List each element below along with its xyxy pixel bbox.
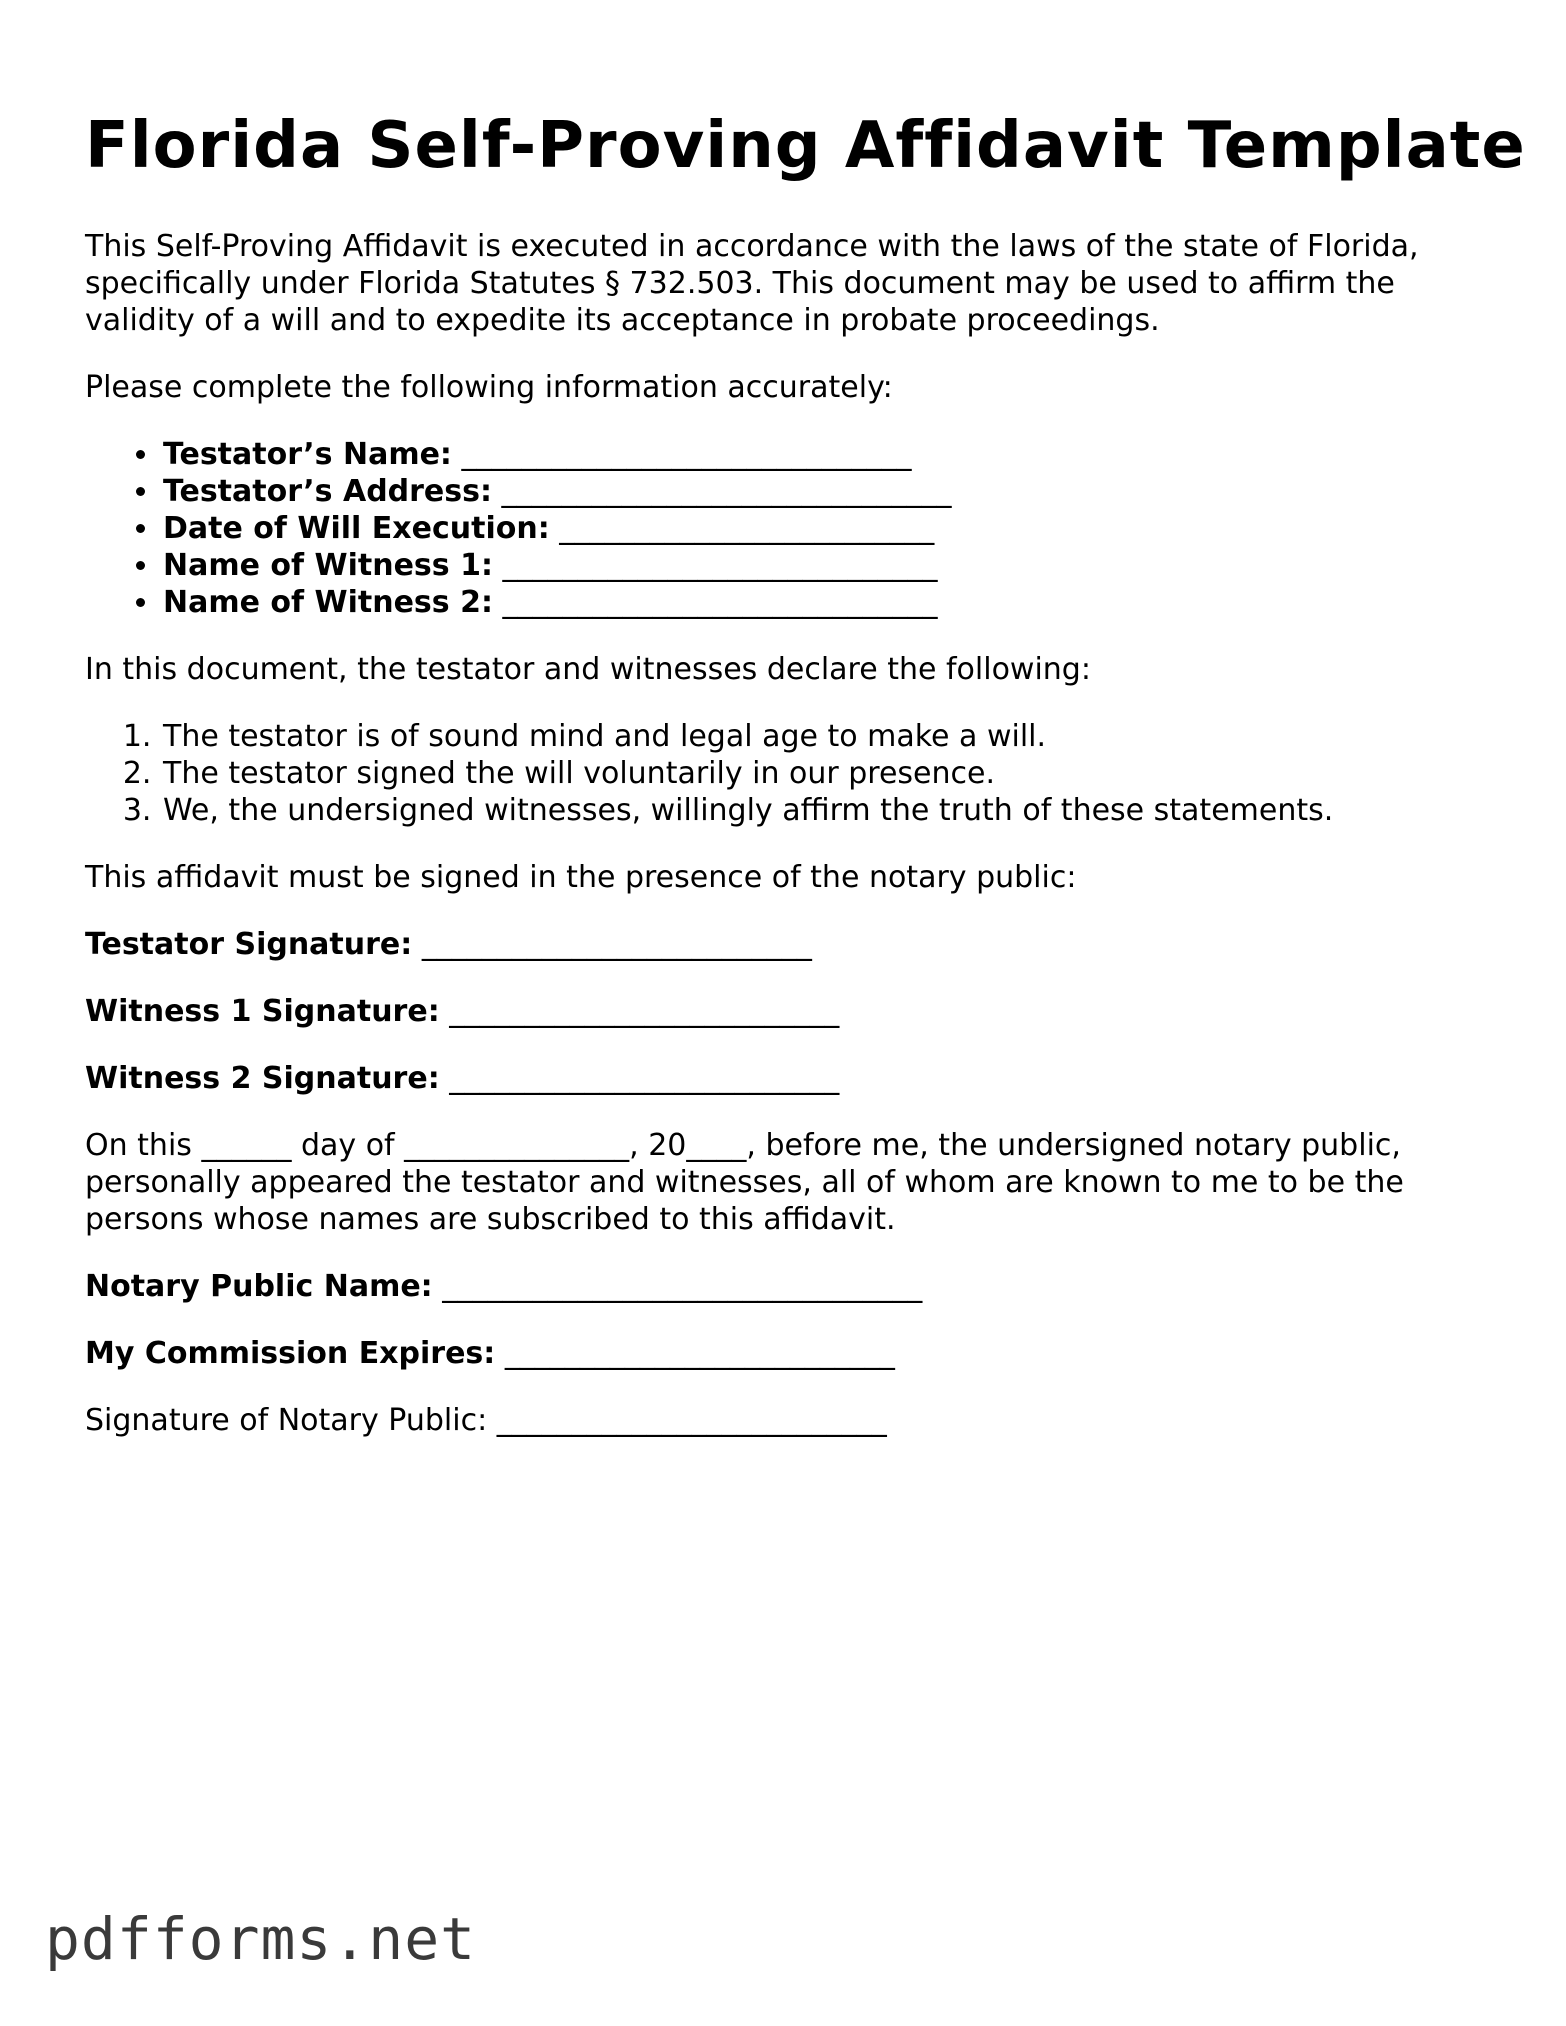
- instruction-text: Please complete the following information accurately:: [85, 369, 893, 405]
- notary-name-blank[interactable]: ________________________________: [442, 1268, 923, 1304]
- info-field-testator-name: [161, 436, 1485, 473]
- notary-statement: On this ______ day of _______________, 20____, before me, the undersigned notary public, personally appeared the testator and witnesses, all of whom are known to me to be the persons whose names are subscribed to this affidavit.: [85, 1127, 1404, 1237]
- field-blank[interactable]: ______________________________: [501, 473, 952, 509]
- field-blank[interactable]: _________________________: [559, 510, 935, 546]
- commission-expires-line: [85, 1335, 1485, 1372]
- notary-signature-line: [85, 1402, 1485, 1439]
- field-blank[interactable]: _____________________________: [502, 547, 938, 583]
- info-field-witness-2: [161, 584, 1485, 621]
- notary-requirement: This affidavit must be signed in the presence of the notary public:: [85, 859, 1077, 895]
- page-title: Florida Self-Proving Affidavit Template: [85, 109, 1526, 183]
- witness-2-signature-line: [85, 1060, 1485, 1097]
- notary-name-line: [85, 1268, 1485, 1305]
- notary-signature-blank[interactable]: __________________________: [496, 1402, 887, 1438]
- watermark-logo: pdfforms.net: [45, 1905, 477, 1973]
- info-field-will-date: [161, 510, 1485, 547]
- field-blank[interactable]: ______________________________: [461, 436, 912, 472]
- declaration-intro: In this document, the testator and witnesses declare the following:: [85, 651, 1091, 687]
- document-page: [85, 109, 1526, 1469]
- signature-blank[interactable]: __________________________: [449, 1060, 840, 1096]
- declaration-item: 1. The testator is of sound mind and legal age to make a will.: [161, 718, 1485, 755]
- declaration-item: 2. The testator signed the will voluntarily in our presence.: [161, 755, 1485, 792]
- commission-label: My Commission Expires:: [85, 1335, 496, 1371]
- testator-signature-line: [85, 926, 1485, 963]
- field-label: Name of Witness 2:: [163, 584, 493, 620]
- signature-label: Witness 2 Signature:: [85, 1060, 440, 1096]
- info-fields-list: [85, 436, 1485, 621]
- notary-name-label: Notary Public Name:: [85, 1268, 433, 1304]
- signature-label: Testator Signature:: [85, 926, 413, 962]
- signature-blank[interactable]: __________________________: [421, 926, 812, 962]
- intro-paragraph: This Self-Proving Affidavit is executed in accordance with the laws of the state of Florida, specifically under Florida Statutes § 732.503. This document may be used to affirm the validity of a will and to expedite its acceptance in probate proceedings.: [85, 228, 1419, 338]
- field-label: Testator’s Name:: [163, 436, 452, 472]
- notary-signature-label: Signature of Notary Public:: [85, 1402, 488, 1438]
- signature-label: Witness 1 Signature:: [85, 993, 440, 1029]
- field-label: Testator’s Address:: [163, 473, 492, 509]
- commission-blank[interactable]: __________________________: [504, 1335, 895, 1371]
- declaration-item: 3. We, the undersigned witnesses, willingly affirm the truth of these statements.: [161, 792, 1485, 829]
- signature-blank[interactable]: __________________________: [449, 993, 840, 1029]
- field-label: Date of Will Execution:: [163, 510, 550, 546]
- info-field-testator-address: [161, 473, 1485, 510]
- witness-1-signature-line: [85, 993, 1485, 1030]
- field-blank[interactable]: _____________________________: [502, 584, 938, 620]
- info-field-witness-1: [161, 547, 1485, 584]
- field-label: Name of Witness 1:: [163, 547, 493, 583]
- declarations-list: [85, 718, 1485, 829]
